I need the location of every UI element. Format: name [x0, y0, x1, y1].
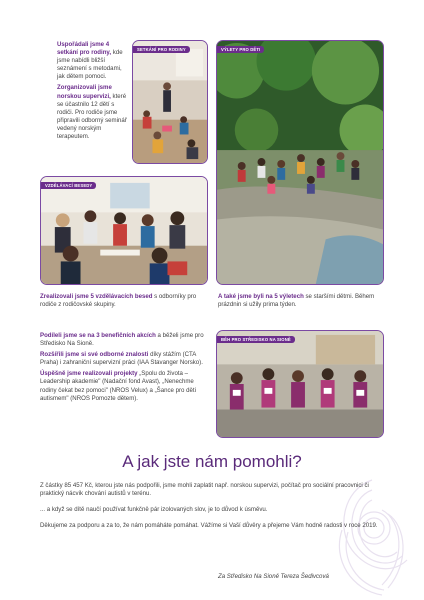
expertise-paragraph: Rozšířili jsme si své odborné znalosti díky stážím (CTA Praha) i zahraniční supervizní práci (IAA Stavanger Norsko). [40, 351, 203, 367]
supervision-paragraph: Zorganizovali jsme norskou supervizi, které se účastnilo 12 dětí s rodiči. Pro rodiče jsme připravili odborný seminář vedený norským terapeutem. [57, 84, 127, 141]
help-paragraph-3: Děkujeme za podporu a za to, že nám pomáháte pomáhat. Vážíme si Vaší důvěry a přejeme Vám hodně radosti v roce 2019. [40, 522, 378, 529]
help-paragraph-2: ... a když se dítě naučí používat funkčně pár izolovaných slov, je to důvod k úsměvu. [40, 506, 268, 513]
photo-charity-run [216, 330, 384, 438]
tag-seminars: VZDĚLÁVACÍ BESEDY [41, 182, 96, 189]
tag-charity-run: BĚH PRO STŘEDISKO NA SIONĚ [217, 336, 295, 343]
tag-family-meetings: SETKÁNÍ PRO RODINY [133, 46, 190, 53]
trips-caption: A také jsme byli na 5 výletech se staršími dětmi. Během prázdnin si užily prima týden. [218, 293, 375, 308]
families-text-block [57, 41, 131, 144]
activities-text-block [40, 332, 208, 406]
seminars-image [41, 177, 207, 284]
photo-family-meetings [132, 40, 208, 164]
photo-seminars [40, 176, 208, 285]
trips-image [217, 41, 383, 284]
family-meetings-image [133, 41, 207, 163]
tag-trips: VÝLETY PRO DĚTI [217, 46, 264, 53]
benefit-events-paragraph: Podíleli jsme se na 3 benefičních akcích a běželi jsme pro Středisko Na Sioně. [40, 332, 204, 348]
photo-trips [216, 40, 384, 285]
seminars-caption: Zrealizovali jsme 5 vzdělávacích besed s odborníky pro rodiče z rodičovské skupiny. [40, 293, 197, 308]
help-heading: A jak jste nám pomohli? [122, 452, 302, 471]
families-meetings-paragraph: Uspořádali jsme 4 setkání pro rodiny, kde jsme nabídli bližší seznámení s metodami, jak dětem pomoci. [57, 41, 123, 81]
help-paragraph-1: Z částky 85 457 Kč, kterou jste nás podpořili, jsme mohli zaplatit např. norskou supervizi, počítač pro sociální pracovnici či praktický nácvik chování autistů v terénu. [40, 482, 369, 498]
charity-run-image [217, 331, 383, 437]
projects-paragraph: Úspěšně jsme realizovali projekty „Spolu do života – Leadership akademie" (Nadační fond Avast), „Nenechme rodiny čekat bez pomoci" (NROS Velux) a „Šance pro děti autismem" (NROS Pomozte dětem). [40, 370, 196, 402]
signature-line: Za Středisko Na Sioně Tereza Šedivcová [218, 573, 329, 580]
